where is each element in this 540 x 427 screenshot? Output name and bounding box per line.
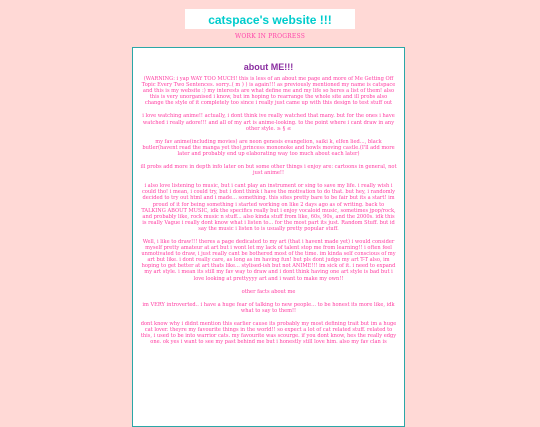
about-heading: about ME!!! (243, 62, 294, 72)
paragraph-other-things: ill probs add more in depth info later on but some other things i enjoy are: cartoons in general, not just anime!! (140, 164, 397, 177)
status-banner: WORK IN PROGRESS (235, 33, 305, 40)
paragraph-introverted: im VERY introverted.. i have a huge fear of talking to new people... to be honest its more like, idk what to say to them!! (142, 301, 395, 314)
paragraph-warning: (WARNING: i yap WAY TOO MUCH! this is less of an about me page and more of Me Getting Off Topic Every Two Sentences. sorry..( m ) ) is again!!! as previously mentioned my name is catspace and this is my website :) my interests are what define me and my life so heres a list of them! also this is very unorganised i know, but im hoping to rearrange the whole site and ill probs also change the style of it completely too since i really just came up with this design to test stuff out (141, 76, 396, 107)
about-panel[interactable] (132, 47, 405, 427)
paragraph-cats: dont know why i didnt mention this earlier cause its probably my most defining trait but im a huge cat lover. theyre my favourite things in the world!! so expect a lot of cat related stuff. related to this, i used to be into warrior cats. my favourite was scourge. if you dont know, hes the really edgy one. ok yes i want to see my past behind me but i honestly still love him. also my fav clan is (140, 320, 397, 346)
site-title-box (185, 9, 355, 29)
paragraph-anime: i love watching anime!! actually, i dont think ive really watched that many. but for the ones i have watched i really adore!!! and all of my art is anime-looking. to the point where i cant draw in any other style. ≥ § ≤ (142, 113, 395, 132)
paragraph-facts-heading: other facts about me (241, 288, 296, 295)
site-title: catspace's website !!! (208, 13, 332, 27)
paragraph-drawing: Well, i like to draw!!! theres a page dedicated to my art (that i havent made yet) i would consider myself pretty amateur at art but i wont let my lack of talent stop me from learning!! i often feel unmotivated to draw, i just really cant be bothered most of the time. im kinda self conscious of my art but like. i dont really care, as long as im having fun! but pls dont judge my art T-T also, im hoping to get better at art thats like... stylised-ish but not ANIME!!! im sick of it. i need to expand my art style. i mean its still my fav way to draw and i dont think having one art style is bad but i love looking at prettyyyy art and i want to make my own!! (141, 238, 396, 282)
paragraph-fav-anime: my fav anime(including movies) are neon genesis evangelion, saiki k, elfen lied..., black butler(havent read the manga yet tho),princess mononoke and howls moving castle.(I'll add more later and probably end up elaborating way too much about each later) (142, 138, 395, 157)
paragraph-music: i also love listening to music, but i cant play an instrument or sing to save my life. i really wish i could tho! i mean, i could try, but i dont think i have the motivation to do that. but hey, i randomly decided to try out html and i made... something. this sites pretty bare to be fair but its a start! im proud of it for being something i started working on like 2 days ago as of writing. back to TALKING ABOUT MUSIC, idk the specifics really but i enjoy vocaloid music, sometimes jpop/rock, and probably like, rock music n stuff... also kinda stuff from like, 60s, 90s, and the 2000s. idk this is really Vague i really dont know what i listen to... for the most part its just. Random Stuff. but id say the music i listen to is usually pretty popular stuff. (141, 183, 396, 232)
